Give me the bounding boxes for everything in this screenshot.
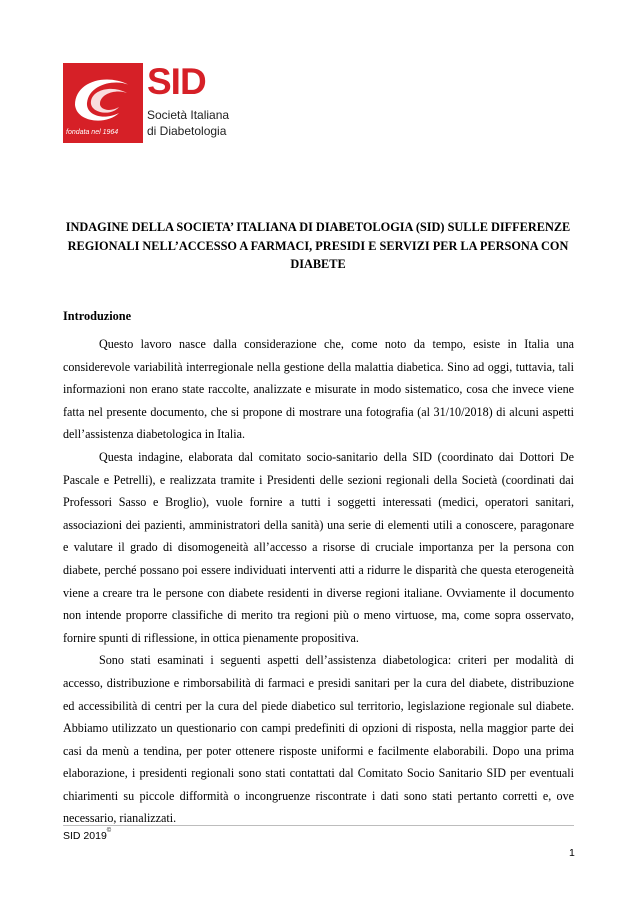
copyright-text: SID 2019 [63,830,107,842]
document-title: INDAGINE DELLA SOCIETA’ ITALIANA DI DIABETOLOGIA (SID) SULLE DIFFERENZE REGIONALI NELL’ACCESSO A FARMACI, PRESIDI E SERVIZI PER LA PERSONA CON DIABETE [65,220,571,271]
logo-name-line-1: Società Italiana [147,108,230,122]
logo-name-line-2: di Diabetologia [147,124,227,138]
body-text [63,333,574,830]
paragraph-1: Questo lavoro nasce dalla considerazione che, come noto da tempo, esiste in Italia una considerevole variabilità interregionale nella gestione della malattia diabetica. Sino ad oggi, tuttavia, tali informazioni non erano state raccolte, analizzate e misurate in modo sistematico, cosa che invece viene fatta nel presente documento, che si propone di mostrare una fotografia (al 31/10/2018) di alcuni aspetti dell’assistenza diabetologica in Italia. [63,337,574,442]
footer-divider [63,825,574,826]
logo-red-square [63,63,143,143]
sid-logo [63,61,230,149]
footer-copyright [63,830,111,842]
copyright-symbol: © [106,828,112,834]
section-heading: Introduzione [63,309,132,323]
paragraph-3: Sono stati esaminati i seguenti aspetti dell’assistenza diabetologica: criteri per modalità di accesso, distribuzione e rimborsabilità di farmaci e presidi sanitari per la cura del diabete, distribuzione ed accessibilità di centri per la cura del piede diabetico sul territorio, legislazione regionale sul diabete. Abbiamo utilizzato un questionario con campi predefiniti di opzioni di risposta, nella maggior parte dei casi da menù a tendina, per poter ottenere risposte uniformi e facilmente elaborabili. Dopo una prima elaborazione, i presidenti regionali sono stati contattati dal Comitato Socio Sanitario SID per eventuali chiarimenti su piccole difformità o incongruenze riscontrate i dati sono stati pertanto corretti e, ove necessario, rianalizzati. [63,653,574,826]
logo-founded-text: fondata nel 1964 [66,129,119,136]
logo-swirl-icon [67,67,139,127]
logo-acronym: SID [147,61,206,102]
page-number: 1 [569,847,575,859]
paragraph-2: Questa indagine, elaborata dal comitato socio-sanitario della SID (coordinato dai Dottori De Pascale e Petrelli), e realizzata tramite i Presidenti delle sezioni regionali della Società (coordinati dai Professori Sasso e Broglio), vuole fornire a tutti i soggetti interessati (medici, operatori sanitari, associazioni dei pazienti, amministratori della sanità) una serie di elementi utili a conoscere, paragonare e valutare il grado di disomogeneità all’accesso a risorse di cruciale importanza per la persona con diabete, perché possano poi essere individuati interventi atti a ridurre le disparità che questa eterogeneità viene a creare tra le persone con diabete residenti in diverse regioni italiane. Ovviamente il documento non intende proporre classifiche di merito tra regioni più o meno virtuose, ma, come sopra osservato, fornire spunti di riflessione, in ottica pienamente propositiva. [63,449,574,645]
